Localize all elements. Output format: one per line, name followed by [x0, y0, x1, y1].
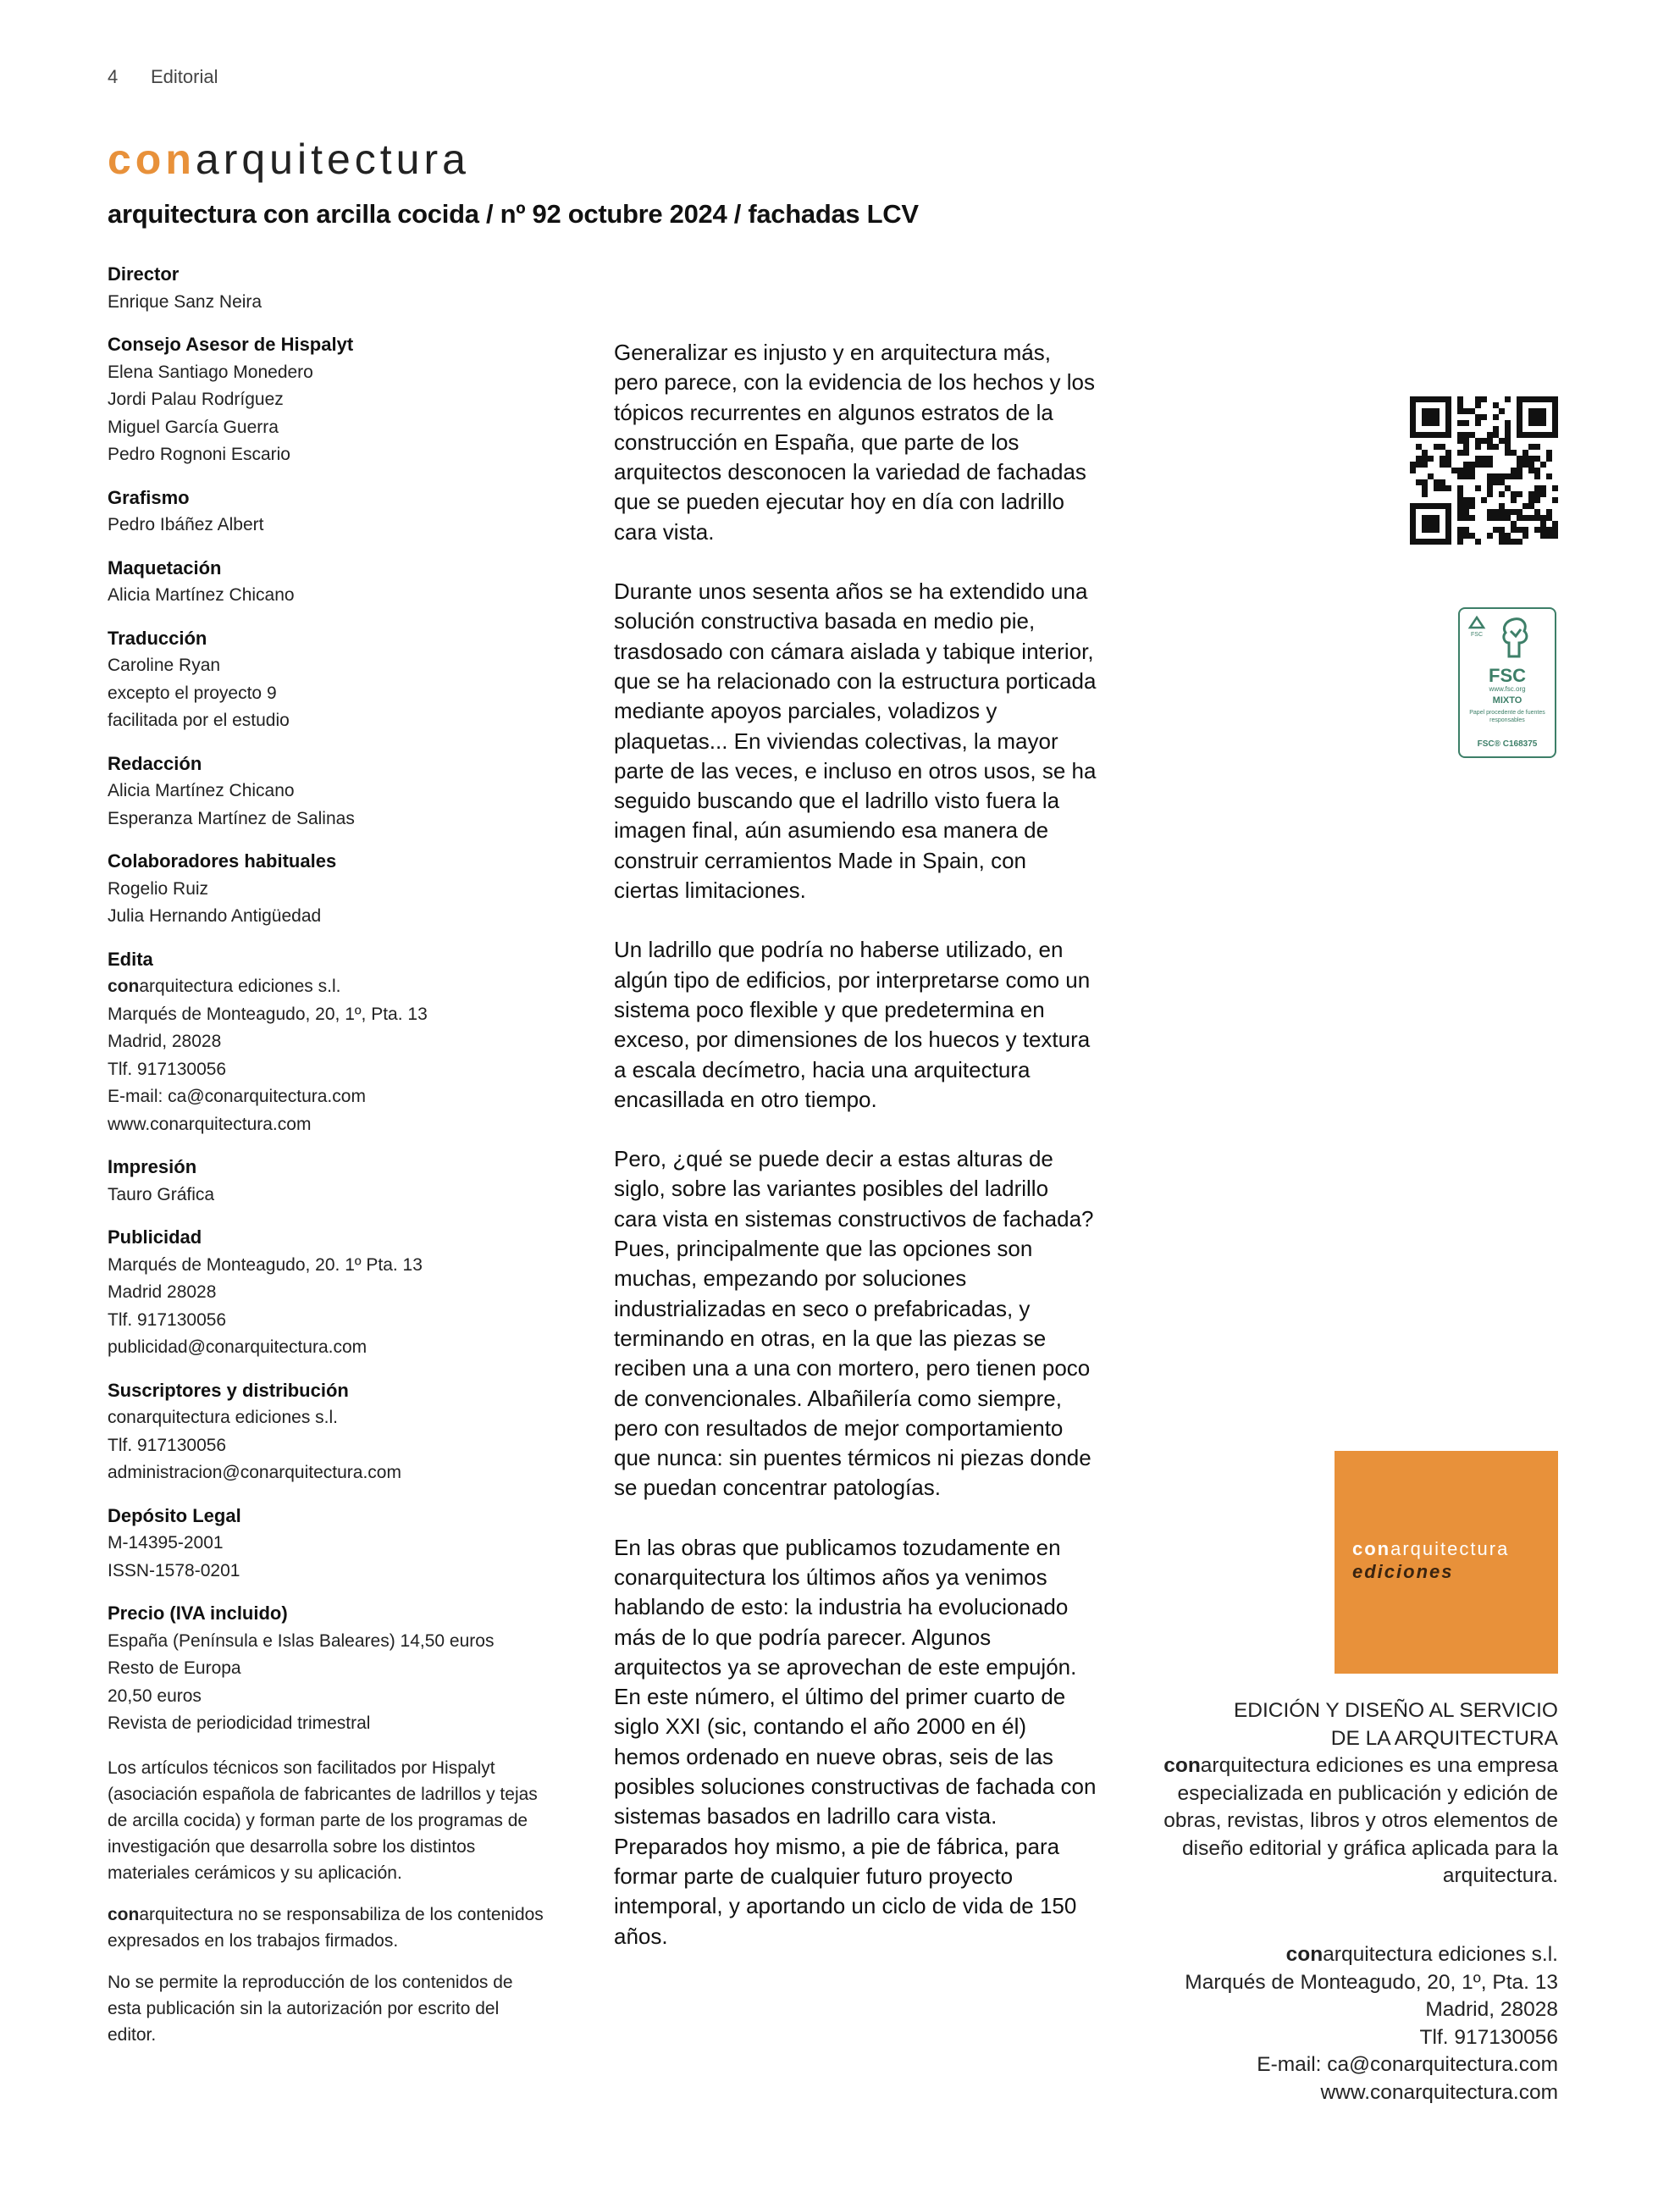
- credit-block: [108, 848, 548, 931]
- credit-heading: Director: [108, 263, 180, 285]
- credit-line: www.conarquitectura.com: [108, 1114, 312, 1134]
- responsibility-con: con: [108, 1904, 140, 1924]
- credit-line: Resto de Europa: [108, 1658, 241, 1678]
- credit-line: Pedro Ibáñez Albert: [108, 515, 264, 534]
- fsc-badge: [1458, 607, 1556, 758]
- fsc-code: FSC® C168375: [1477, 739, 1538, 749]
- credit-block: [108, 625, 548, 735]
- responsibility-note: [108, 1901, 548, 1954]
- credit-line: Tlf. 917130056: [108, 1059, 227, 1079]
- credit-heading: Impresión: [108, 1156, 197, 1177]
- credit-line: España (Península e Islas Baleares) 14,50 euros: [108, 1630, 495, 1651]
- credit-line: Revista de periodicidad trimestral: [108, 1713, 371, 1733]
- credit-block: [108, 1503, 548, 1586]
- page-number: 4: [108, 66, 119, 87]
- reproduction-note: No se permite la reproducción de los contenidos de esta publicación sin la autorización por escrito del editor.: [108, 1972, 513, 2045]
- credit-line: Tlf. 917130056: [108, 1309, 227, 1330]
- ediciones-logo-rest: arquitectura: [1390, 1538, 1510, 1559]
- contact-company-rest: arquitectura ediciones s.l.: [1323, 1943, 1558, 1966]
- credit-line: Tlf. 917130056: [108, 1435, 227, 1455]
- credit-heading: Depósito Legal: [108, 1504, 241, 1526]
- contact-line: Tlf. 917130056: [1419, 2025, 1558, 2049]
- ediciones-heading-2: DE LA ARQUITECTURA: [1330, 1726, 1558, 1750]
- credit-heading: Precio (IVA incluido): [108, 1602, 288, 1624]
- credit-line: Alicia Martínez Chicano: [108, 585, 295, 605]
- magazine-logo: [108, 136, 470, 183]
- credit-block: [108, 261, 548, 316]
- credit-line: Tauro Gráfica: [108, 1184, 215, 1204]
- ediciones-description: [1118, 1697, 1558, 1890]
- credit-line: [108, 973, 548, 1001]
- credit-block: [108, 555, 548, 610]
- credit-heading: Suscriptores y distribución: [108, 1379, 349, 1401]
- credit-line: administracion@conarquitectura.com: [108, 1463, 401, 1482]
- credit-heading: Traducción: [108, 627, 207, 649]
- credit-line: conarquitectura ediciones s.l.: [108, 1408, 338, 1427]
- credit-heading: Redacción: [108, 752, 202, 774]
- credit-heading: Publicidad: [108, 1226, 202, 1248]
- editorial-text: [614, 338, 1097, 1981]
- logo-rest: arquitectura: [195, 136, 470, 183]
- fsc-label: MIXTO: [1492, 695, 1522, 706]
- contact-line: E-mail: ca@conarquitectura.com: [1257, 2053, 1558, 2076]
- credit-block: [108, 1224, 548, 1362]
- notes: [108, 1755, 548, 2048]
- credit-line: Esperanza Martínez de Salinas: [108, 808, 355, 828]
- credit-line: Caroline Ryan: [108, 656, 221, 675]
- editorial-paragraph: Un ladrillo que podría no haberse utilizado, en algún tipo de edificios, por interpretarse como un sistema poco flexible y que predetermina en exceso, por dimensiones de los huecos y textura a escala decímetro, hacia una arquitectura encasillada en otro tiempo.: [614, 937, 1091, 1112]
- ediciones-logo-line1: [1352, 1538, 1509, 1560]
- credit-block: [108, 1154, 548, 1209]
- fsc-tree-icon: [1465, 614, 1550, 665]
- fsc-description: Papel procedente de fuentes responsables: [1469, 710, 1545, 723]
- credit-heading: Maquetación: [108, 556, 222, 578]
- credit-heading: Consejo Asesor de Hispalyt: [108, 334, 354, 355]
- credit-block: [108, 331, 548, 469]
- contact-company: [1118, 1941, 1558, 1969]
- credit-line: Elena Santiago Monedero: [108, 362, 313, 382]
- credit-line: Rogelio Ruiz: [108, 878, 209, 899]
- ediciones-logo-con: con: [1352, 1538, 1391, 1559]
- credit-line: Alicia Martínez Chicano: [108, 781, 295, 800]
- credit-heading: Grafismo: [108, 486, 190, 508]
- responsibility-rest: arquitectura no se responsabiliza de los contenidos expresados en los trabajos firmados.: [108, 1904, 544, 1951]
- credit-heading: Colaboradores habituales: [108, 850, 337, 872]
- credit-line: Marqués de Monteagudo, 20. 1º Pta. 13: [108, 1254, 423, 1275]
- credit-line: Miguel García Guerra: [108, 417, 279, 437]
- issue-subtitle: arquitectura con arcilla cocida / nº 92 octubre 2024 / fachadas LCV: [108, 199, 919, 229]
- credit-block: [108, 1377, 548, 1487]
- logo-con: con: [108, 136, 196, 183]
- credit-rest: arquitectura ediciones s.l.: [139, 977, 341, 996]
- credit-line: E-mail: ca@conarquitectura.com: [108, 1087, 366, 1106]
- credit-heading: Edita: [108, 948, 153, 970]
- qr-code-icon: [1410, 396, 1558, 545]
- technical-note: Los artículos técnicos son facilitados por Hispalyt (asociación española de fabricantes de ladrillos y tejas de arcilla cocida) y forman parte de los programas de investigación que desarrolla sobre los distintos materiales cerámicos y su aplicación.: [108, 1757, 538, 1883]
- editorial-paragraph: En las obras que publicamos tozudamente en conarquitectura los últimos años ya venimos hablando de esto: la industria ha evolucionado más de lo que podría parecer. Algunos arquitectos ya se aprovechan de este empujón. En este número, el último del primer cuarto de siglo XXI (sic, contando el año 2000 en él) hemos ordenado en nueve obras, seis de las posibles soluciones constructivas de fachada con sistemas basados en ladrillo cara vista. Preparados hoy mismo, a pie de fábrica, para formar parte de cualquier futuro proyecto intemporal, y aportando un ciclo de vida de 150 años.: [614, 1534, 1097, 1949]
- editorial-paragraph: Generalizar es injusto y en arquitectura más, pero parece, con la evidencia de los hechos y los tópicos recurrentes en algunos estratos de la construcción en España, que parte de los arquitectos desconocen la variedad de fachadas que se pueden ejecutar hoy en día con ladrillo cara vista.: [614, 340, 1096, 545]
- ediciones-logo-box: [1335, 1451, 1558, 1674]
- credit-line: 20,50 euros: [108, 1686, 202, 1706]
- contact-block: [1118, 1941, 1558, 2106]
- credit-con: con: [108, 977, 140, 996]
- credit-line: M-14395-2001: [108, 1533, 224, 1553]
- ediciones-heading-1: EDICIÓN Y DISEÑO AL SERVICIO: [1233, 1699, 1558, 1722]
- ediciones-desc-con: con: [1163, 1754, 1201, 1777]
- credit-line: Madrid, 28028: [108, 1032, 222, 1051]
- credit-line: Jordi Palau Rodríguez: [108, 390, 284, 409]
- contact-line: www.conarquitectura.com: [1320, 2080, 1558, 2104]
- contact-line: Madrid, 28028: [1425, 1998, 1558, 2021]
- fsc-title: FSC: [1489, 665, 1526, 686]
- credit-line: Enrique Sanz Neira: [108, 291, 262, 312]
- ediciones-logo-line2: ediciones: [1352, 1561, 1454, 1582]
- credit-line: Pedro Rognoni Escario: [108, 445, 290, 464]
- credit-line: excepto el proyecto 9: [108, 683, 277, 703]
- editorial-paragraph: Pero, ¿qué se puede decir a estas alturas de siglo, sobre las variantes posibles del ladrillo cara vista en sistemas constructivos de fachada? Pues, principalmente que las opciones son muchas, empezando por soluciones industrializadas en seco o prefabricadas, y terminando en otras, en la que las piezas se reciben una a una con mortero, pero tienen poco de convencionales. Albañilería como siempre, pero con resultados de mejor comportamiento que nunca: sin puentes térmicos ni piezas donde se puedan concentrar patologías.: [614, 1146, 1094, 1501]
- contact-company-con: con: [1285, 1943, 1324, 1966]
- credits-column: [108, 261, 548, 2063]
- credit-line: Madrid 28028: [108, 1282, 217, 1302]
- svg-text:FSC: FSC: [1471, 632, 1483, 638]
- credit-line: ISSN-1578-0201: [108, 1560, 240, 1580]
- editorial-paragraph: Durante unos sesenta años se ha extendido una solución constructiva basada en medio pie, trasdosado con cámara aislada y tabique interior, que se ha relacionado con la estructura porticada mediante apoyos parciales, voladizos y plaquetas... En viviendas colectivas, la mayor parte de las veces, e incluso en otros usos, se ha seguido buscando que el ladrillo visto fuera la imagen final, aún asumiendo esa manera de construir cerramientos Made in Spain, con ciertas limitaciones.: [614, 578, 1097, 904]
- ediciones-desc-rest: arquitectura ediciones es una empresa especializada en publicación y edición de obras, revistas, libros y otros elementos de diseño editorial y gráfica aplicada para la arquitectura.: [1163, 1754, 1558, 1887]
- credit-block: [108, 946, 548, 1139]
- section-title: Editorial: [151, 66, 218, 87]
- ediciones-desc: [1118, 1752, 1558, 1890]
- credit-block: [108, 1600, 548, 1738]
- credit-line: facilitada por el estudio: [108, 711, 290, 730]
- fsc-url: www.fsc.org: [1489, 685, 1526, 693]
- credit-block: [108, 750, 548, 833]
- credit-line: Julia Hernando Antigüedad: [108, 906, 322, 926]
- credit-block: [108, 484, 548, 540]
- contact-line: Marqués de Monteagudo, 20, 1º, Pta. 13: [1185, 1970, 1558, 1994]
- credit-line: Marqués de Monteagudo, 20, 1º, Pta. 13: [108, 1004, 428, 1024]
- credit-line: publicidad@conarquitectura.com: [108, 1337, 368, 1357]
